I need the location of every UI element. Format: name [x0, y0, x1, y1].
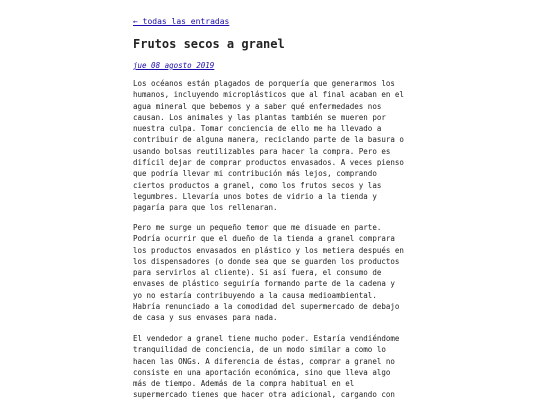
paragraph-line: usando bolsas reutilizables para hacer la compra. Pero es: [133, 146, 391, 156]
paragraph-line: hacen las ONGs. A diferencia de éstas, comprar a granel no: [133, 356, 395, 366]
paragraph-line: Pero me surge un pequeño temor que me disuade en parte.: [133, 223, 382, 232]
paragraph-line: Los océanos están plagados de porquería que generarmos los: [133, 79, 395, 88]
paragraph-line: tranquilidad de conciencia, de un modo similar a como lo: [133, 345, 386, 355]
paragraph-line: legumbres. Llevaría unos botes de vidrio a la tienda y: [133, 191, 377, 201]
paragraph-line: difícil dejar de comprar productos envasados. A veces pienso: [133, 158, 404, 168]
paragraph-line: El vendedor a granel tiene mucho poder. Estaría vendiéndome: [133, 334, 400, 343]
paragraph-line: contribuir de alguna manera, reciclando parte de la basura o: [133, 135, 404, 145]
paragraph-line: envases de plástico seguiría formando parte de la cadena y: [133, 279, 395, 289]
paragraph-line: los dispensadores (o donde sea que se guarden los productos: [133, 256, 400, 266]
paragraph-3: [133, 333, 413, 401]
paragraph-line: consiste en una aportación económica, sino que lleva algo: [133, 367, 391, 377]
paragraph-line: supermercado tienes que hacer otra adicional, cargando con: [133, 390, 395, 400]
paragraph-2: [133, 222, 413, 324]
paragraph-line: nuestra culpa. Tomar conciencia de ello me ha llevado a: [133, 124, 382, 134]
paragraph-line: de casa y sus envases para nada.: [133, 313, 278, 323]
paragraph-line: más de tiempo. Además de la compra habitual en el: [133, 379, 355, 389]
back-to-all-posts-link[interactable]: ← todas las entradas: [133, 17, 230, 26]
paragraph-line: Habría renunciado a la comodidad del supermercado de debajo: [133, 302, 400, 312]
paragraph-line: para servirlos al cliente). Si así fuera, el consumo de: [133, 268, 382, 278]
paragraph-line: los productos envasados en plástico y los metiera después en: [133, 245, 404, 255]
paragraph-1: [133, 78, 413, 214]
post-date-link[interactable]: jue 08 agosto 2019: [133, 61, 215, 70]
post-title: Frutos secos a granel: [133, 37, 285, 51]
paragraph-line: agua mineral que bebemos y a saber qué enfermedades nos: [133, 101, 382, 111]
paragraph-line: pagaría para que los rellenaran.: [133, 203, 278, 213]
paragraph-line: causan. Los animales y las plantas también se mueren por: [133, 112, 386, 122]
paragraph-line: humanos, incluyendo microplásticos que al final acaban en el: [133, 90, 404, 100]
paragraph-line: que podría llevar mi contribución más lejos, comprando: [133, 169, 377, 179]
paragraph-line: Podría ocurrir que el dueño de la tienda a granel comprara: [133, 234, 395, 244]
paragraph-line: ciertos productos a granel, como los frutos secos y las: [133, 180, 382, 190]
paragraph-line: yo no estaría contribuyendo a la causa medioambiental.: [133, 290, 377, 300]
